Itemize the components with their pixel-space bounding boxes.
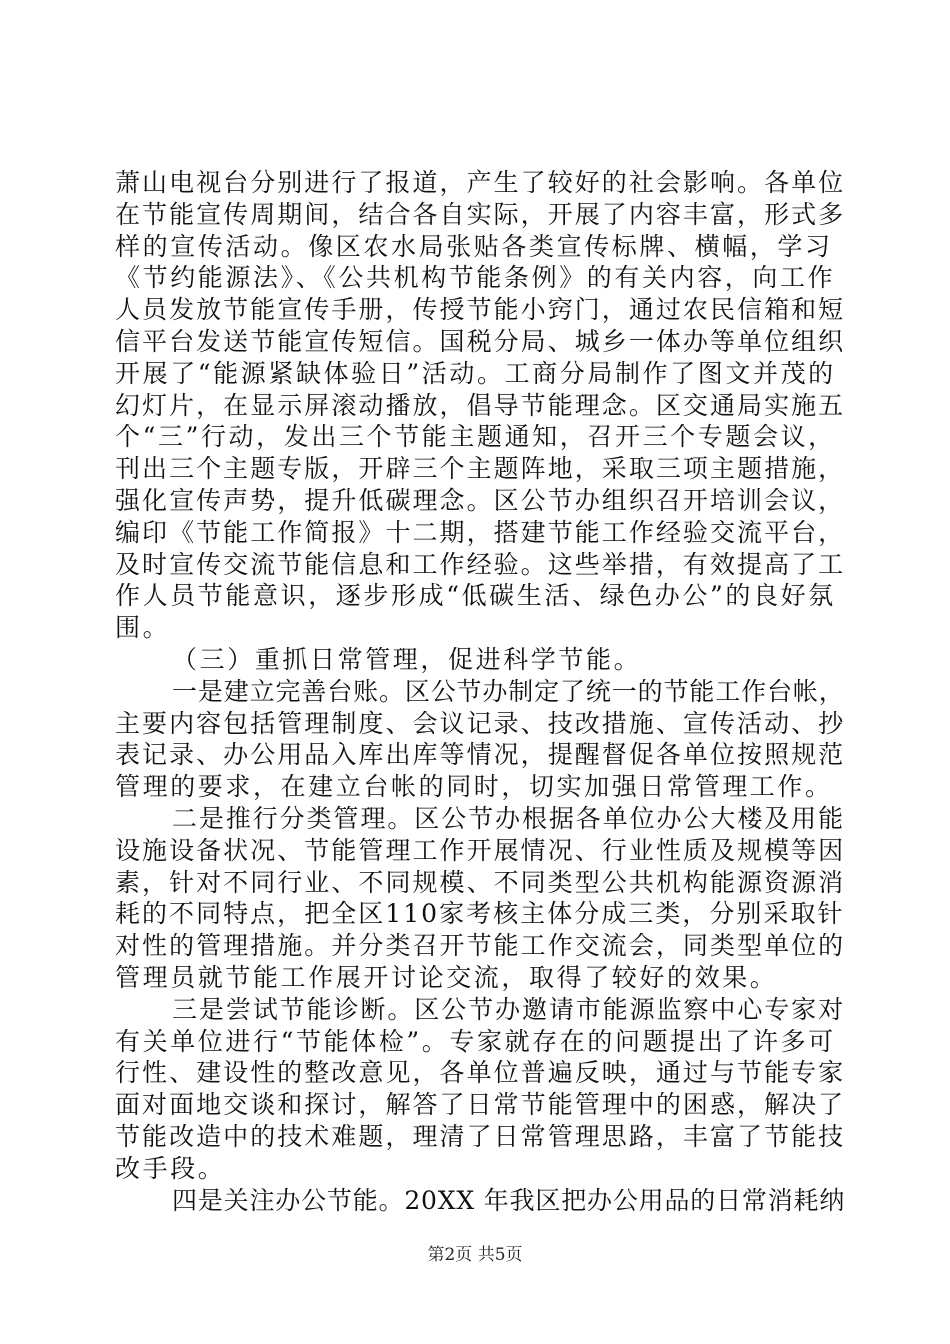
text-line: 及时宣传交流节能信息和工作经验。这些举措，有效提高了工 — [115, 549, 846, 579]
text-line: 一是建立完善台账。区公节办制定了统一的节能工作台帐， — [172, 676, 845, 706]
text-line: 有关单位进行“节能体检”。专家就存在的问题提出了许多可 — [115, 1026, 836, 1056]
text-line: 刊出三个主题专版，开辟三个主题阵地，采取三项主题措施， — [115, 454, 846, 484]
text-line: 节能改造中的技术难题，理清了日常管理思路，丰富了节能技 — [115, 1122, 846, 1151]
text-line: 三是尝试节能诊断。区公节办邀请市能源监察中心专家对 — [172, 994, 846, 1024]
text-line: 四是关注办公节能。20XX 年我区把办公用品的日常消耗纳 — [172, 1185, 846, 1215]
text-line: 面对面地交谈和探讨，解答了日常节能管理中的困惑，解决了 — [115, 1090, 846, 1120]
text-line: 个“三”行动，发出三个节能主题通知，召开三个专题会议， — [115, 422, 836, 452]
text-line: 《节约能源法》、《公共机构节能条例》的有关内容，向工作 — [115, 263, 836, 293]
text-line: 设施设备状况、节能管理工作开展情况、行业性质及规模等因 — [115, 835, 846, 865]
text-line: 耗的不同特点，把全区110家考核主体分成三类，分别采取针 — [115, 899, 845, 929]
text-line: 主要内容包括管理制度、会议记录、技改措施、宣传活动、抄 — [115, 708, 846, 738]
text-line: 管理员就节能工作展开讨论交流，取得了较好的效果。 — [115, 963, 778, 992]
text-line: 开展了“能源紧缺体验日”活动。工商分局制作了图文并茂的 — [115, 358, 836, 388]
text-line: 素，针对不同行业、不同规模、不同类型公共机构能源资源消 — [115, 867, 846, 897]
section-heading: （三）重抓日常管理，促进科学节能。 — [172, 645, 642, 674]
page-number-footer: 第2页 共5页 — [427, 1245, 523, 1265]
text-line: 对性的管理措施。并分类召开节能工作交流会，同类型单位的 — [115, 931, 846, 961]
text-line: 作人员节能意识，逐步形成“低碳生活、绿色办公”的良好氛 — [115, 581, 836, 611]
text-line: 管理的要求，在建立台帐的同时，切实加强日常管理工作。 — [115, 772, 833, 802]
text-line: 人员发放节能宣传手册，传授节能小窍门，通过农民信箱和短 — [115, 295, 846, 325]
text-line: 行性、建设性的整改意见，各单位普遍反映，通过与节能专家 — [115, 1058, 846, 1088]
text-line: 表记录、办公用品入库出库等情况，提醒督促各单位按照规范 — [115, 740, 846, 770]
text-line: 萧山电视台分别进行了报道，产生了较好的社会影响。各单位 — [115, 168, 846, 197]
text-line: 样的宣传活动。像区农水局张贴各类宣传标牌、横幅，学习 — [115, 231, 833, 261]
text-line: 二是推行分类管理。区公节办根据各单位办公大楼及用能 — [172, 804, 846, 833]
text-line: 信平台发送节能宣传短信。国税分局、城乡一体办等单位组织 — [115, 327, 846, 356]
text-line: 幻灯片，在显示屏滚动播放，倡导节能理念。区交通局实施五 — [115, 390, 846, 420]
text-line: 编印《节能工作简报》十二期，搭建节能工作经验交流平台， — [115, 517, 846, 547]
text-line: 在节能宣传周期间，结合各自实际，开展了内容丰富，形式多 — [115, 199, 846, 229]
text-line: 强化宣传声势，提升低碳理念。区公节办组织召开培训会议， — [115, 486, 846, 515]
text-line: 围。 — [115, 613, 171, 643]
text-line: 改手段。 — [115, 1153, 226, 1183]
